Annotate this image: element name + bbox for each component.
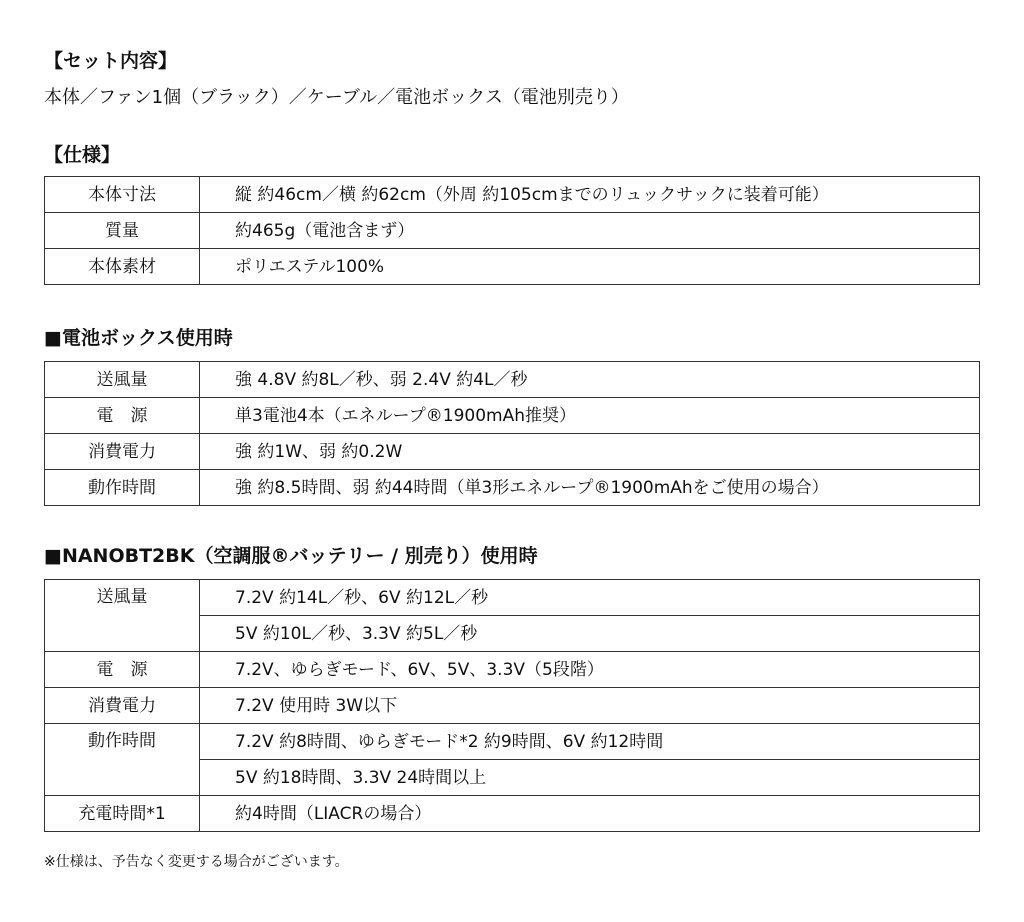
table-row	[45, 688, 980, 724]
table-row	[45, 796, 980, 832]
table-row	[45, 580, 980, 616]
battery-box-heading: ■電池ボックス使用時	[44, 327, 233, 349]
table-row	[45, 249, 980, 285]
spec-value: 7.2V 約8時間、ゆらぎモード*2 約9時間、6V 約12時間	[200, 724, 980, 760]
spec-label: 充電時間*1	[45, 796, 200, 832]
spec-value: 強 4.8V 約8L／秒、弱 2.4V 約4L／秒	[200, 362, 980, 398]
table-row	[45, 724, 980, 760]
spec-value: 単3電池4本（エネループ®1900mAh推奨）	[200, 398, 980, 434]
table-row	[45, 177, 980, 213]
spec-value: 強 約1W、弱 約0.2W	[200, 434, 980, 470]
spec-label: 本体素材	[45, 249, 200, 285]
spec-value: 7.2V、ゆらぎモード、6V、5V、3.3V（5段階）	[200, 652, 980, 688]
spec-value: ポリエステル100%	[200, 249, 980, 285]
spec-value: 7.2V 使用時 3W以下	[200, 688, 980, 724]
table-row	[45, 652, 980, 688]
specs-heading: 【仕様】	[44, 144, 121, 166]
table-row	[45, 398, 980, 434]
battery-box-table	[44, 361, 980, 506]
spec-label: 動作時間	[45, 470, 200, 506]
table-row	[45, 434, 980, 470]
spec-label: 電 源	[45, 652, 200, 688]
spec-label: 質量	[45, 213, 200, 249]
spec-label: 送風量	[45, 580, 200, 652]
spec-label: 消費電力	[45, 688, 200, 724]
spec-label: 本体寸法	[45, 177, 200, 213]
nanobt-table	[44, 579, 980, 832]
spec-value: 約4時間（LIACRの場合）	[200, 796, 980, 832]
set-contents-heading: 【セット内容】	[44, 50, 178, 72]
table-row	[45, 213, 980, 249]
table-row	[45, 470, 980, 506]
spec-label: 電 源	[45, 398, 200, 434]
table-row	[45, 362, 980, 398]
spec-value: 約465g（電池含まず）	[200, 213, 980, 249]
spec-label: 送風量	[45, 362, 200, 398]
specs-table	[44, 176, 980, 285]
nanobt-heading: ■NANOBT2BK（空調服®バッテリー / 別売り）使用時	[44, 545, 538, 567]
spec-value: 縦 約46cm／横 約62cm（外周 約105cmまでのリュックサックに装着可能）	[200, 177, 980, 213]
set-contents-text: 本体／ファン1個（ブラック）／ケーブル／電池ボックス（電池別売り）	[44, 87, 629, 108]
spec-value: 強 約8.5時間、弱 約44時間（単3形エネループ®1900mAhをご使用の場合）	[200, 470, 980, 506]
footnote: ※仕様は、予告なく変更する場合がございます。	[44, 854, 349, 870]
spec-value: 7.2V 約14L／秒、6V 約12L／秒	[200, 580, 980, 616]
spec-label: 動作時間	[45, 724, 200, 796]
spec-value: 5V 約10L／秒、3.3V 約5L／秒	[200, 616, 980, 652]
spec-label: 消費電力	[45, 434, 200, 470]
spec-value: 5V 約18時間、3.3V 24時間以上	[200, 760, 980, 796]
